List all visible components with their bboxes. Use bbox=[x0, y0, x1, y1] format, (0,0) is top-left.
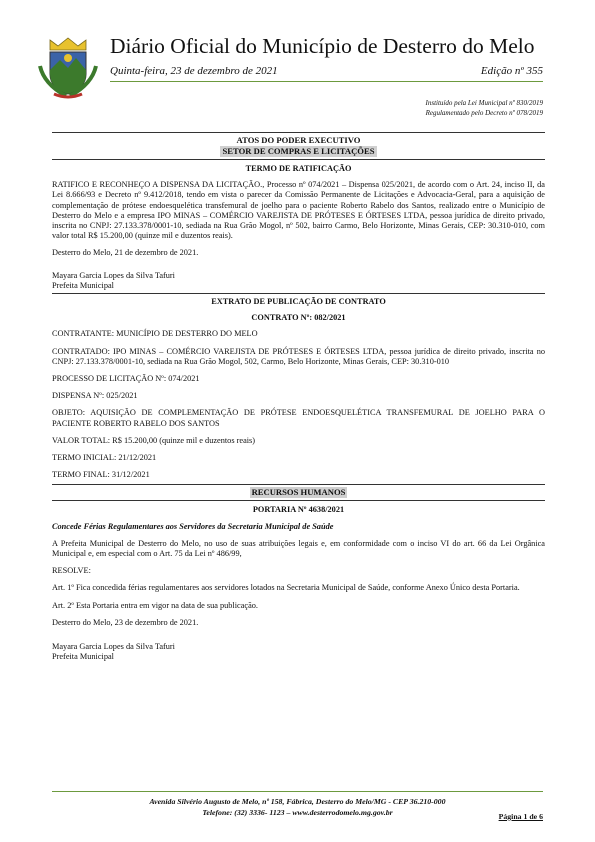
header-divider bbox=[110, 81, 543, 82]
footer-address: Avenida Silvério Augusto de Melo, nº 158, Fábrica, Desterro do Melo/MG - CEP 36.210-000 bbox=[149, 797, 446, 806]
institution-law: Instituído pela Lei Municipal nº 830/2019 bbox=[425, 99, 543, 107]
gazette-title: Diário Oficial do Município de Desterro do Melo bbox=[110, 34, 535, 58]
institution-decree: Regulamentado pelo Decreto nº 078/2019 bbox=[425, 109, 543, 117]
edition-number: Edição nº 355 bbox=[480, 65, 543, 77]
signature-role: Prefeita Municipal bbox=[52, 652, 114, 662]
section-divider bbox=[52, 293, 545, 294]
portaria-place-date: Desterro do Melo, 23 de dezembro de 2021. bbox=[52, 617, 199, 627]
section-divider bbox=[52, 132, 545, 133]
ratification-body: RATIFICO E RECONHEÇO A DISPENSA DA LICITAÇÃO., Processo nº 074/2021 – Dispensa 025/2021, de acordo com o Art. 24, inciso II, da Lei 8.666/93 e Decreto nº 9.412/2018, tendo em vista o parecer da Comissão Permanente de Licitações e Advocacia-Geral, para a aquisição de complementação de prótese endoesquelética transfemural de joelho para o paciente Roberto Rabelo dos Santos, realizado entre o Município de Desterro do Melo e a empresa IPO MINAS – COMÉRCIO VAREJISTA DE PRÓTESES E ÓRTESES LTDA, pessoa jurídica de direito privado, inscrita no CNPJ: 27.133.378/0001-10, sediada na Rua Grão Mogol, nº 502, bairro Carmo, Belo Horizonte, Minas Gerais, CEP: 30.310-010, com valor total R$ 15.200,00 (quinze mil e duzentos reais). bbox=[52, 180, 545, 241]
gazette-content bbox=[52, 132, 545, 663]
section-divider bbox=[52, 484, 545, 485]
footer-divider bbox=[52, 791, 543, 792]
signature-name: Mayara Garcia Lopes da Silva Tafuri bbox=[52, 642, 175, 652]
section-title-executive: ATOS DO PODER EXECUTIVO bbox=[236, 135, 361, 145]
section-title-hr-text: RECURSOS HUMANOS bbox=[251, 487, 346, 498]
section-title-purchasing-text: SETOR DE COMPRAS E LICITAÇÕES bbox=[222, 146, 375, 156]
contract-number: CONTRATO Nº: 082/2021 bbox=[251, 313, 346, 323]
contract-processo: PROCESSO DE LICITAÇÃO Nº: 074/2021 bbox=[52, 374, 200, 384]
portaria-art1: Art. 1º Fica concedida férias regulamentares aos servidores lotados na Secretaria Municipal de Saúde, conforme Anexo Único desta Portaria. bbox=[52, 583, 520, 593]
contract-extract-heading: EXTRATO DE PUBLICAÇÃO DE CONTRATO bbox=[211, 297, 386, 307]
contract-objeto: OBJETO: AQUISIÇÃO DE COMPLEMENTAÇÃO DE PRÓTESE ENDOESQUELÉTICA TRANSFEMURAL DE JOELHO PARA O PACIENTE ROBERTO RABELO DOS SANTOS bbox=[52, 408, 545, 428]
page-number: Página 1 de 6 bbox=[498, 812, 543, 821]
section-divider bbox=[52, 500, 545, 501]
ratification-place-date: Desterro do Melo, 21 de dezembro de 2021. bbox=[52, 248, 199, 258]
portaria-resolve: RESOLVE: bbox=[52, 566, 91, 576]
portaria-number: PORTARIA Nº 4638/2021 bbox=[252, 505, 345, 515]
contract-dispensa: DISPENSA Nº: 025/2021 bbox=[52, 391, 138, 401]
section-title-purchasing bbox=[52, 146, 545, 157]
footer-phone: Telefone: (32) 3336- 1123 – www.desterrodomelo.mg.gov.br bbox=[202, 808, 393, 817]
contract-valor: VALOR TOTAL: R$ 15.200,00 (quinze mil e duzentos reais) bbox=[52, 435, 256, 445]
contract-termo-final: TERMO FINAL: 31/12/2021 bbox=[52, 470, 150, 480]
ratification-heading: TERMO DE RATIFICAÇÃO bbox=[245, 164, 352, 173]
contract-termo-inicial: TERMO INICIAL: 21/12/2021 bbox=[52, 453, 157, 463]
section-divider bbox=[52, 159, 545, 160]
signature-name: Mayara Garcia Lopes da Silva Tafuri bbox=[52, 270, 175, 280]
portaria-art2: Art. 2º Esta Portaria entra em vigor na data de sua publicação. bbox=[52, 600, 259, 610]
section-title-hr bbox=[52, 487, 545, 498]
contract-contratado: CONTRATADO: IPO MINAS – COMÉRCIO VAREJISTA DE PRÓTESES E ÓRTESES LTDA, pessoa jurídica de direito privado, inscrita no CNPJ: 27.133.378/0001-10, sediada na Rua Grão Mogol, 502, Carmo, Belo Horizonte, Minas Gerais, CEP: 30.310-010 bbox=[52, 346, 545, 366]
portaria-ementa: Concede Férias Regulamentares aos Servidores da Secretaria Municipal de Saúde bbox=[52, 521, 334, 531]
signature-role: Prefeita Municipal bbox=[52, 280, 114, 290]
portaria-preamble: A Prefeita Municipal de Desterro do Melo, no uso de suas atribuições legais e, em conformidade com o inciso VI do art. 66 da Lei Orgânica Municipal e, em especial com o Art. 75 da Lei nº 486/99, bbox=[52, 538, 545, 559]
contract-contratante: CONTRATANTE: MUNICÍPIO DE DESTERRO DO MELO bbox=[52, 329, 258, 339]
issue-date: Quinta-feira, 23 de dezembro de 2021 bbox=[110, 65, 278, 77]
municipal-crest-icon bbox=[36, 36, 100, 100]
institution-note bbox=[426, 98, 543, 118]
footer bbox=[52, 796, 543, 818]
